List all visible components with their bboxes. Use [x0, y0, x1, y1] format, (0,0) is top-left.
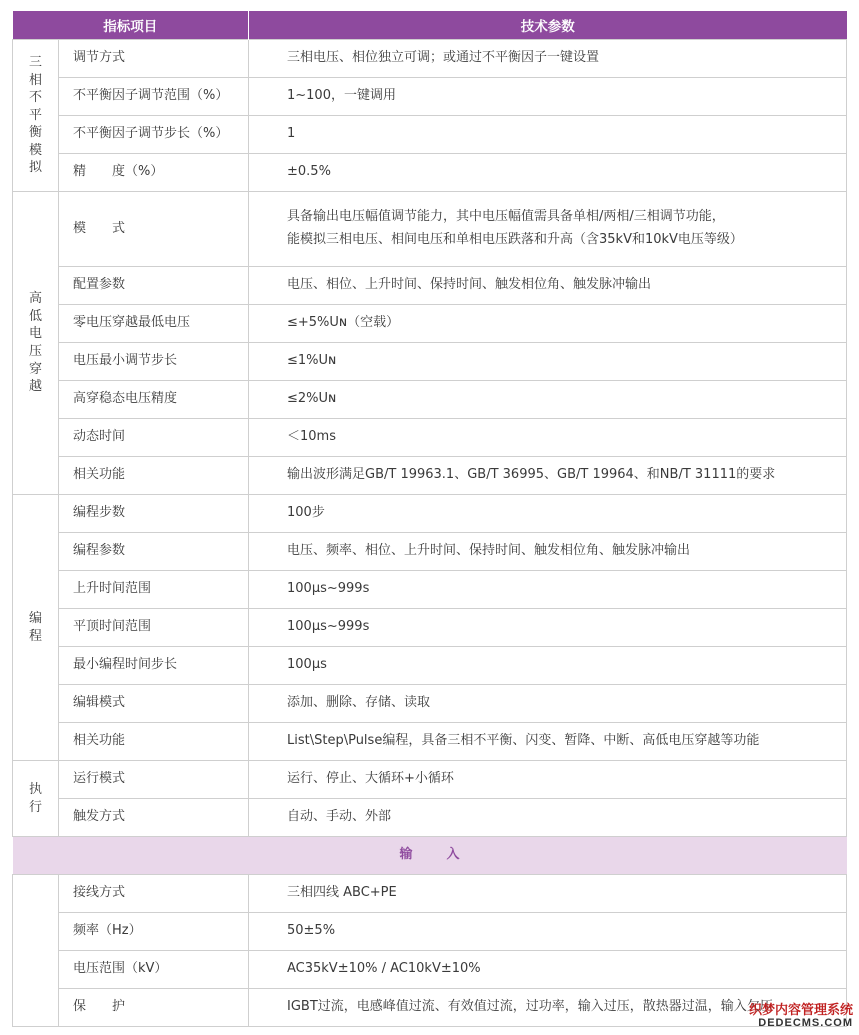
- table-row: [13, 989, 847, 1027]
- row-item: 零电压穿越最低电压: [59, 305, 249, 343]
- header-item: 指标项目: [13, 11, 249, 40]
- row-item: 电压范围（kV）: [59, 951, 249, 989]
- table-row: [13, 78, 847, 116]
- row-param: ±0.5%: [249, 154, 847, 192]
- row-param: List\Step\Pulse编程，具备三相不平衡、闪变、暂降、中断、高低电压穿越等功能: [249, 723, 847, 761]
- watermark-cn: 织梦内容管理系统: [748, 1001, 853, 1017]
- row-item: 接线方式: [59, 875, 249, 913]
- row-item: 精 度（%）: [59, 154, 249, 192]
- table-row: [13, 647, 847, 685]
- group-label-execution: 执行: [13, 761, 59, 837]
- row-param: 自动、手动、外部: [249, 799, 847, 837]
- row-param: 50±5%: [249, 913, 847, 951]
- section-header-input: [13, 837, 847, 875]
- row-param: 三相电压、相位独立可调；或通过不平衡因子一键设置: [249, 40, 847, 78]
- table-row: [13, 305, 847, 343]
- row-param: AC35kV±10% / AC10kV±10%: [249, 951, 847, 989]
- table-row: [13, 875, 847, 913]
- table-row: [13, 457, 847, 495]
- row-param-line: 具备输出电压幅值调节能力，其中电压幅值需具备单相/两相/三相调节功能，: [287, 209, 725, 225]
- row-param: 1~100，一键调用: [249, 78, 847, 116]
- table-header: [13, 11, 847, 40]
- row-item: 上升时间范围: [59, 571, 249, 609]
- row-param: 100步: [249, 495, 847, 533]
- row-param: ≤+5%Uɴ（空载）: [249, 305, 847, 343]
- spec-table: [12, 11, 847, 1027]
- table-row: [13, 761, 847, 799]
- row-param: IGBT过流，电感峰值过流、有效值过流，过功率，输入过压，散热器过温，输入欠压: [249, 989, 847, 1027]
- table-row: [13, 533, 847, 571]
- row-item: 编程参数: [59, 533, 249, 571]
- row-param: ≤2%Uɴ: [249, 381, 847, 419]
- section-title: 输入: [13, 837, 847, 875]
- row-param: ＜10ms: [249, 419, 847, 457]
- row-param: 添加、删除、存储、读取: [249, 685, 847, 723]
- row-item: 配置参数: [59, 267, 249, 305]
- table-row: [13, 609, 847, 647]
- row-param: ≤1%Uɴ: [249, 343, 847, 381]
- row-item: 电压最小调节步长: [59, 343, 249, 381]
- group-label-ride-through: 高低电压穿越: [13, 192, 59, 495]
- watermark: [749, 1003, 853, 1029]
- group-blank: [13, 875, 59, 1027]
- row-item: 编辑模式: [59, 685, 249, 723]
- row-item: 保 护: [59, 989, 249, 1027]
- table-row: [13, 685, 847, 723]
- row-item: 最小编程时间步长: [59, 647, 249, 685]
- row-param: 运行、停止、大循环+小循环: [249, 761, 847, 799]
- row-param: 100μs~999s: [249, 571, 847, 609]
- row-item: 相关功能: [59, 723, 249, 761]
- row-item: 平顶时间范围: [59, 609, 249, 647]
- row-item: 频率（Hz）: [59, 913, 249, 951]
- table-row: [13, 343, 847, 381]
- table-row: [13, 381, 847, 419]
- table-row: [13, 495, 847, 533]
- row-param: 100μs: [249, 647, 847, 685]
- row-param: [249, 192, 847, 267]
- row-param: 输出波形满足GB/T 19963.1、GB/T 36995、GB/T 19964、和NB/T 31111的要求: [249, 457, 847, 495]
- row-param: 三相四线 ABC+PE: [249, 875, 847, 913]
- row-item: 触发方式: [59, 799, 249, 837]
- row-item: 不平衡因子调节范围（%）: [59, 78, 249, 116]
- row-item: 相关功能: [59, 457, 249, 495]
- watermark-en: DEDECMS.COM: [758, 1016, 853, 1029]
- table-row: [13, 192, 847, 267]
- table-row: [13, 571, 847, 609]
- row-item: 运行模式: [59, 761, 249, 799]
- row-item: 动态时间: [59, 419, 249, 457]
- row-item: 模 式: [59, 192, 249, 267]
- row-item: 不平衡因子调节步长（%）: [59, 116, 249, 154]
- table-row: [13, 799, 847, 837]
- table-row: [13, 116, 847, 154]
- table-row: [13, 40, 847, 78]
- header-param: 技术参数: [249, 11, 847, 40]
- table-row: [13, 267, 847, 305]
- row-param: 电压、相位、上升时间、保持时间、触发相位角、触发脉冲输出: [249, 267, 847, 305]
- row-param-line: 能模拟三相电压、相间电压和单相电压跌落和升高（含35kV和10kV电压等级）: [287, 232, 743, 247]
- row-param: 1: [249, 116, 847, 154]
- row-param: 100μs~999s: [249, 609, 847, 647]
- row-item: 调节方式: [59, 40, 249, 78]
- table-row: [13, 154, 847, 192]
- group-label-programming: 编程: [13, 495, 59, 761]
- row-param: 电压、频率、相位、上升时间、保持时间、触发相位角、触发脉冲输出: [249, 533, 847, 571]
- table-row: [13, 723, 847, 761]
- table-row: [13, 419, 847, 457]
- group-label-unbalance: 三相不平衡模拟: [13, 40, 59, 192]
- row-item: 高穿稳态电压精度: [59, 381, 249, 419]
- table-row: [13, 951, 847, 989]
- table-row: [13, 913, 847, 951]
- row-item: 编程步数: [59, 495, 249, 533]
